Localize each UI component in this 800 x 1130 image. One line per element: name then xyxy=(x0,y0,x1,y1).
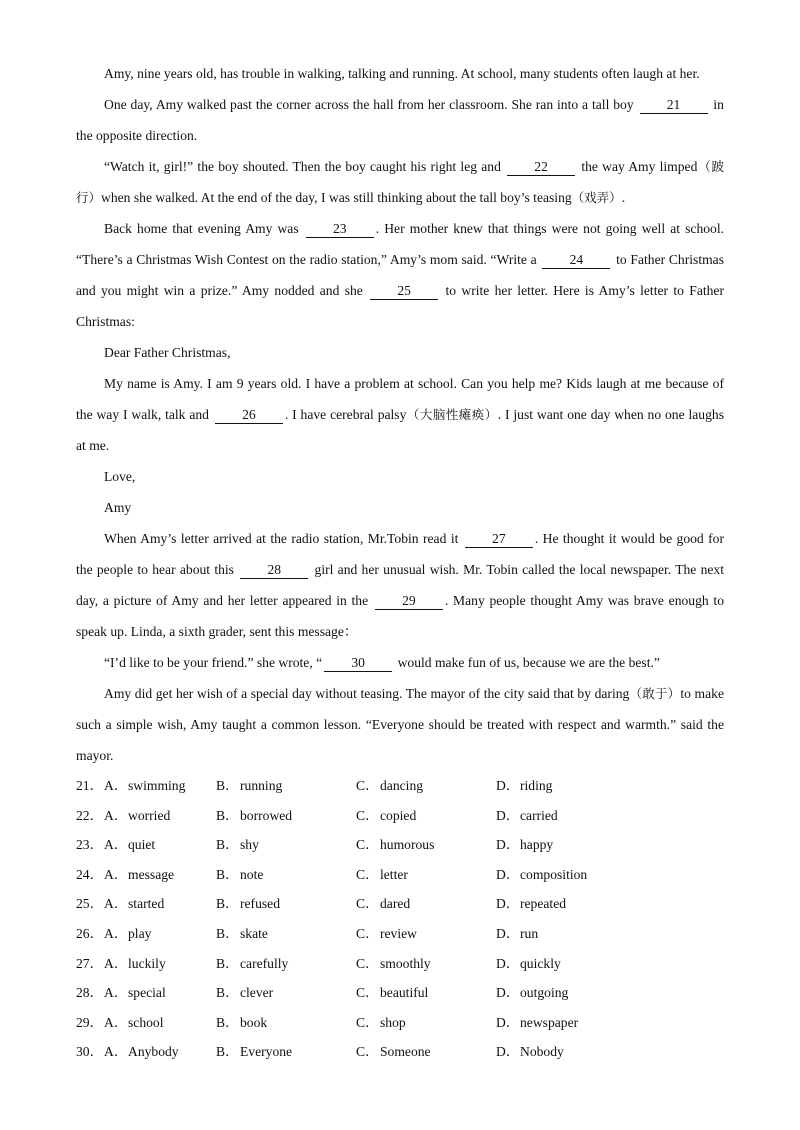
paragraph-4 xyxy=(76,213,724,337)
cloze-passage xyxy=(76,58,724,1067)
option-text: note xyxy=(240,866,264,882)
option-text: refused xyxy=(240,896,281,912)
question-row xyxy=(76,801,724,831)
paragraph-10 xyxy=(76,647,724,678)
question-row xyxy=(76,919,724,949)
option-text: carried xyxy=(520,807,558,823)
answer-option[interactable] xyxy=(216,1008,356,1038)
paragraph-text: when she walked. At the end of the day, I was still thinking about the tall boy’s teasing xyxy=(101,190,572,205)
question-row xyxy=(76,860,724,890)
question-number: 21． xyxy=(76,778,104,793)
chinese-gloss: （跛行） xyxy=(76,159,725,205)
question-number: 23． xyxy=(76,837,104,853)
question-number: 29． xyxy=(76,1014,104,1030)
option-text: humorous xyxy=(380,837,435,853)
paragraph-text: Amy xyxy=(104,500,132,515)
question-number: 24． xyxy=(76,866,104,882)
option-letter: B． xyxy=(216,778,239,793)
answer-option[interactable] xyxy=(216,949,356,979)
answer-option[interactable] xyxy=(356,801,496,831)
option-letter: D． xyxy=(496,1014,520,1030)
letter-closing xyxy=(76,461,724,492)
option-letter: C． xyxy=(356,866,379,882)
option-letter: C． xyxy=(356,925,379,941)
paragraph-text: to Father Christmas and you might win a prize.” Amy nodded and she xyxy=(76,252,724,298)
blank-26: 26 xyxy=(215,406,283,424)
answer-option[interactable] xyxy=(356,978,496,1008)
question-row xyxy=(76,949,724,979)
paragraph-9 xyxy=(76,523,724,647)
option-text: composition xyxy=(520,866,588,882)
answer-option[interactable] xyxy=(104,860,216,890)
option-letter: D． xyxy=(496,778,520,793)
paragraph-text: . I just want one day when no one laughs at me. xyxy=(76,407,724,453)
option-letter: C． xyxy=(356,837,379,853)
option-letter: A． xyxy=(104,778,128,793)
option-letter: A． xyxy=(104,837,128,853)
paragraph-11 xyxy=(76,678,724,771)
option-text: swimming xyxy=(128,778,186,793)
answer-option[interactable] xyxy=(356,889,496,919)
answer-option[interactable] xyxy=(216,860,356,890)
paragraph-text: Love, xyxy=(104,469,136,484)
option-text: special xyxy=(128,985,166,1001)
option-letter: B． xyxy=(216,866,239,882)
paragraph-text: “Watch it, girl!” the boy shouted. Then the boy caught his right leg and xyxy=(104,159,501,174)
option-letter: A． xyxy=(104,925,128,941)
options-list xyxy=(76,771,724,1067)
option-letter: D． xyxy=(496,866,520,882)
paragraph-text: to make such a simple wish, Amy taught a common lesson. “Everyone should be treated with respect and warmth.” said the mayor. xyxy=(76,686,724,763)
answer-option[interactable] xyxy=(496,771,636,801)
option-letter: A． xyxy=(104,896,128,912)
paragraph-1 xyxy=(76,58,724,89)
answer-option[interactable] xyxy=(104,1037,216,1067)
question-row xyxy=(76,771,724,801)
option-text: play xyxy=(128,925,152,941)
answer-option[interactable] xyxy=(356,1008,496,1038)
option-text: dancing xyxy=(380,778,424,793)
blank-25: 25 xyxy=(370,282,438,300)
answer-option[interactable] xyxy=(216,771,356,801)
option-letter: A． xyxy=(104,985,128,1001)
paragraph-text: . I have cerebral palsy xyxy=(284,407,407,422)
blank-29: 29 xyxy=(375,592,443,610)
answer-option[interactable] xyxy=(496,978,636,1008)
option-letter: D． xyxy=(496,896,520,912)
option-text: copied xyxy=(380,807,417,823)
option-text: luckily xyxy=(128,955,166,971)
answer-option[interactable] xyxy=(216,978,356,1008)
option-text: carefully xyxy=(240,955,289,971)
question-number: 28． xyxy=(76,985,104,1001)
option-text: run xyxy=(520,925,539,941)
paragraph-2 xyxy=(76,89,724,151)
paragraph-text: the way Amy limped xyxy=(581,159,698,174)
paragraph-text: One day, Amy walked past the corner across the hall from her classroom. She ran into a tall boy xyxy=(104,97,634,112)
blank-24: 24 xyxy=(542,251,610,269)
answer-option[interactable] xyxy=(496,830,636,860)
answer-option[interactable] xyxy=(356,771,496,801)
option-text: quickly xyxy=(520,955,561,971)
answer-option[interactable] xyxy=(216,889,356,919)
answer-option[interactable] xyxy=(496,949,636,979)
answer-option[interactable] xyxy=(104,801,216,831)
option-text: review xyxy=(380,925,417,941)
option-text: borrowed xyxy=(240,807,293,823)
paragraph-text: . xyxy=(621,190,626,205)
option-text: letter xyxy=(380,866,408,882)
option-letter: C． xyxy=(356,985,379,1001)
question-row xyxy=(76,830,724,860)
chinese-gloss: （戏弄） xyxy=(571,190,622,205)
blank-28: 28 xyxy=(240,561,308,579)
option-letter: B． xyxy=(216,1044,239,1060)
option-letter: A． xyxy=(104,1014,128,1030)
blank-27: 27 xyxy=(465,530,533,548)
answer-option[interactable] xyxy=(496,801,636,831)
option-text: running xyxy=(240,778,283,793)
answer-option[interactable] xyxy=(104,919,216,949)
answer-option[interactable] xyxy=(496,889,636,919)
paragraph-text: would make fun of us, because we are the best.” xyxy=(397,655,660,670)
option-letter: C． xyxy=(356,1014,379,1030)
option-letter: B． xyxy=(216,985,239,1001)
option-text: happy xyxy=(520,837,554,853)
option-text: quiet xyxy=(128,837,156,853)
blank-21: 21 xyxy=(640,96,708,114)
option-letter: B． xyxy=(216,925,239,941)
paragraph-text: . Her mother knew that things were not going well at school. “There’s a Christmas Wish Contest on the radio station,” Amy’s mom said. “Write a xyxy=(76,221,725,267)
option-text: riding xyxy=(520,778,553,793)
option-text: Nobody xyxy=(520,1044,564,1060)
option-letter: D． xyxy=(496,807,520,823)
letter-signature xyxy=(76,492,724,523)
option-letter: B． xyxy=(216,955,239,971)
blank-30: 30 xyxy=(324,654,392,672)
option-letter: B． xyxy=(216,1014,239,1030)
option-letter: B． xyxy=(216,837,239,853)
question-row xyxy=(76,978,724,1008)
option-letter: A． xyxy=(104,866,128,882)
option-text: newspaper xyxy=(520,1014,579,1030)
answer-option[interactable] xyxy=(104,1008,216,1038)
option-letter: C． xyxy=(356,807,379,823)
answer-option[interactable] xyxy=(216,830,356,860)
paragraph-text: girl and her unusual wish. Mr. Tobin called the local newspaper. The next day, a picture of Amy and her letter appeared in the xyxy=(76,562,724,608)
option-text: Someone xyxy=(380,1044,431,1060)
option-letter: C． xyxy=(356,896,379,912)
question-number: 26． xyxy=(76,925,104,941)
option-text: Everyone xyxy=(240,1044,293,1060)
paragraph-3 xyxy=(76,151,724,213)
answer-option[interactable] xyxy=(496,919,636,949)
option-text: shy xyxy=(240,837,259,853)
question-row xyxy=(76,1037,724,1067)
paragraph-text: to write her letter. Here is Amy’s letter to Father Christmas: xyxy=(76,283,724,329)
option-letter: A． xyxy=(104,955,128,971)
option-text: smoothly xyxy=(380,955,431,971)
answer-option[interactable] xyxy=(216,919,356,949)
answer-option[interactable] xyxy=(356,1037,496,1067)
answer-option[interactable] xyxy=(356,830,496,860)
paragraph-text: Amy, nine years old, has trouble in walking, talking and running. At school, many students often laugh at her. xyxy=(104,66,700,81)
option-letter: B． xyxy=(216,896,239,912)
question-number: 27． xyxy=(76,955,104,971)
option-text: repeated xyxy=(520,896,567,912)
letter-body xyxy=(76,368,724,461)
answer-option[interactable] xyxy=(104,949,216,979)
option-letter: D． xyxy=(496,985,520,1001)
paragraph-text: “I’d like to be your friend.” she wrote, “ xyxy=(104,655,323,670)
option-text: outgoing xyxy=(520,985,569,1001)
paragraph-text: Dear Father Christmas, xyxy=(104,345,231,360)
question-row xyxy=(76,1008,724,1038)
answer-option[interactable] xyxy=(216,1037,356,1067)
option-text: shop xyxy=(380,1014,406,1030)
option-text: worried xyxy=(128,807,171,823)
paragraph-text: . He thought it would be good for the people to hear about this xyxy=(76,531,724,577)
answer-option[interactable] xyxy=(356,860,496,890)
answer-option[interactable] xyxy=(104,978,216,1008)
option-letter: C． xyxy=(356,955,379,971)
option-letter: C． xyxy=(356,778,379,793)
paragraph-text: Amy did get her wish of a special day without teasing. The mayor of the city said that by daring xyxy=(104,686,630,701)
paragraph-text: Back home that evening Amy was xyxy=(104,221,299,236)
paragraph-text: When Amy’s letter arrived at the radio station, Mr.Tobin read it xyxy=(104,531,459,546)
option-letter: D． xyxy=(496,925,520,941)
paragraph-text: in the opposite direction. xyxy=(76,97,724,143)
option-letter: A． xyxy=(104,807,128,823)
paragraph-text: . Many people thought Amy was brave enough to speak up. Linda, a sixth grader, sent this message： xyxy=(76,593,724,639)
option-text: beautiful xyxy=(380,985,429,1001)
answer-option[interactable] xyxy=(104,889,216,919)
option-text: Anybody xyxy=(128,1044,179,1060)
answer-option[interactable] xyxy=(104,771,216,801)
answer-option[interactable] xyxy=(496,1008,636,1038)
answer-option[interactable] xyxy=(496,1037,636,1067)
option-letter: D． xyxy=(496,1044,520,1060)
letter-salutation xyxy=(76,337,724,368)
chinese-gloss: （敢于） xyxy=(629,686,681,701)
question-number: 22． xyxy=(76,807,104,823)
blank-23: 23 xyxy=(306,220,374,238)
answer-option[interactable] xyxy=(356,919,496,949)
answer-option[interactable] xyxy=(216,801,356,831)
option-letter: D． xyxy=(496,955,520,971)
question-number: 30． xyxy=(76,1044,104,1060)
option-text: clever xyxy=(240,985,274,1001)
option-letter: D． xyxy=(496,837,520,853)
paragraph-text: My name is Amy. I am 9 years old. I have a problem at school. Can you help me? Kids laugh at me because of the way I walk, talk and xyxy=(76,376,724,422)
option-letter: B． xyxy=(216,807,239,823)
option-text: started xyxy=(128,896,165,912)
option-text: skate xyxy=(240,925,268,941)
option-text: book xyxy=(240,1014,268,1030)
chinese-gloss: （大脑性瘫痪） xyxy=(406,407,498,422)
option-text: message xyxy=(128,866,175,882)
question-number: 25． xyxy=(76,896,104,912)
option-letter: A． xyxy=(104,1044,128,1060)
option-letter: C． xyxy=(356,1044,379,1060)
question-row xyxy=(76,889,724,919)
option-text: dared xyxy=(380,896,411,912)
answer-option[interactable] xyxy=(356,949,496,979)
option-text: school xyxy=(128,1014,164,1030)
blank-22: 22 xyxy=(507,158,575,176)
answer-option[interactable] xyxy=(496,860,636,890)
answer-option[interactable] xyxy=(104,830,216,860)
